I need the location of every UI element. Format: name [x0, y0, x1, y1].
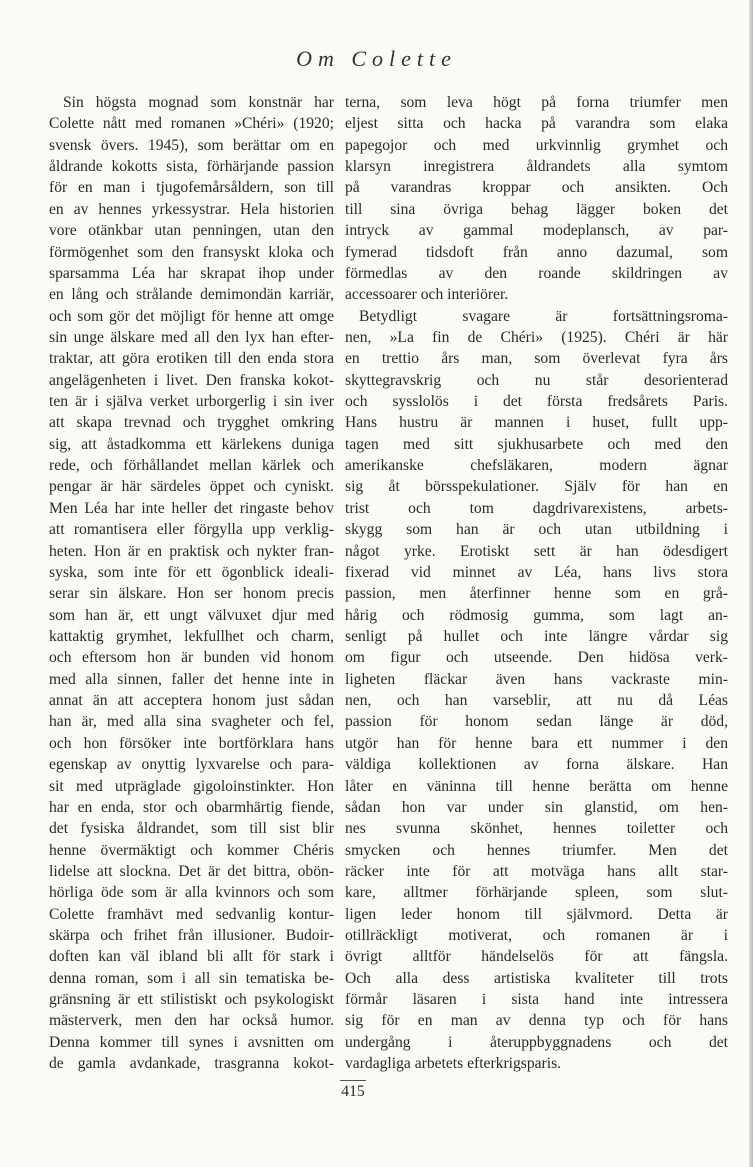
- text-line: han är, med alla sina svagheter och fel,: [49, 713, 334, 731]
- text-line: Och alla dess artistiska kvaliteter till trots: [345, 969, 728, 987]
- text-line: förmår läsaren i sista hand inte intressera: [345, 991, 728, 1009]
- text-line: gränsning är ett stilistiskt och psykologiskt: [49, 991, 334, 1009]
- text-line: Colette framhävt med sedvanlig kontur-: [49, 905, 334, 923]
- text-line: en av hennes yrkessystrar. Hela historien: [49, 200, 334, 218]
- text-line: ligen leder honom till självmord. Detta är: [345, 905, 728, 923]
- left-column: [49, 92, 334, 1075]
- text-line: sådan hon var under sin glanstid, om hen-: [345, 798, 728, 816]
- text-line: för en man i tjugofemårsåldern, son till: [49, 179, 334, 197]
- text-line: papegojor och med urkvinnlig grymhet och: [345, 136, 728, 154]
- text-line: hårig och rödmosig gumma, som lagt an-: [345, 606, 728, 624]
- text-line: skyttegravskrig och nu står desorienterad: [345, 371, 728, 389]
- text-line: traktar, att göra erotiken till den enda stora: [49, 350, 334, 368]
- text-line: låter en väninna till henne berätta om henne: [345, 777, 728, 795]
- text-line: doften kan väl ibland bli allt för stark i: [49, 948, 334, 966]
- text-line: smycken och hennes triumfer. Men det: [345, 841, 728, 859]
- text-line: Hans hustru är mannen i huset, fullt upp-: [345, 414, 728, 432]
- page-number-rule: [340, 1080, 366, 1081]
- text-line: trist och tom dagdrivarexistens, arbets-: [345, 499, 728, 517]
- text-line: nen, »La fin de Chéri» (1925). Chéri är här: [345, 328, 728, 346]
- text-line: undergång i återuppbyggnadens och det: [345, 1033, 728, 1051]
- text-line: skygg som han är och utan utbildning i: [345, 521, 728, 539]
- text-line: och hon försöker inte bortförklara hans: [49, 734, 334, 752]
- running-header-title: Om Colette: [296, 46, 457, 71]
- text-line: kare, alltmer förhärjande spleen, som slut-: [345, 884, 728, 902]
- text-line: att skapa trevnad och trygghet omkring: [49, 414, 334, 432]
- text-line: och eftersom hon är bunden vid honom: [49, 649, 334, 667]
- text-line: Betydligt svagare är fortsättningsroma-: [359, 307, 728, 325]
- text-line: klarsyn inregistrera åldrandets alla symtom: [345, 158, 728, 176]
- text-line: det fysiska åldrandet, som till sist blir: [49, 820, 334, 838]
- text-line: lidelse att slockna. Det är det bittra, obön-: [49, 862, 334, 880]
- text-line: till sina övriga behag lägger boken det: [345, 200, 728, 218]
- text-line: övrigt alltför händelselös för att fängsla.: [345, 948, 728, 966]
- text-line: att romantisera eller förgylla upp verklig-: [49, 521, 334, 539]
- text-line: ligheten fläckar även hans vackraste min-: [345, 670, 728, 688]
- text-line: annat än att acceptera honom just sådan: [49, 692, 334, 710]
- text-line: nen, och han varseblir, att nu då Léas: [345, 692, 728, 710]
- text-line: terna, som leva högt på forna triumfer men: [345, 94, 728, 111]
- text-line: en trettio års man, som överlevat fyra års: [345, 350, 728, 368]
- text-line: heten. Hon är en praktisk och nykter fran-: [49, 542, 334, 560]
- page-number: 415: [341, 1083, 365, 1100]
- text-line: som han är, ett ungt välvuxet djur med: [49, 606, 334, 624]
- text-line: intryck av gammal modeplansch, av par-: [345, 222, 728, 240]
- text-line: sig åt börsspekulationer. Själv för han en: [345, 478, 728, 496]
- text-line: Denna kommer till synes i avsnitten om: [49, 1033, 334, 1051]
- text-line: och som gör det möjligt för henne att omge: [49, 307, 334, 325]
- text-line: accessoarer och interiörer.: [345, 286, 509, 304]
- text-line: vore otänkbar utan penningen, utan den: [49, 222, 334, 240]
- page-edge-shadow: [749, 0, 753, 1167]
- text-line: skärpa och frihet från illusioner. Budoir-: [49, 927, 334, 945]
- text-line: amerikanske chefsläkaren, modern ägnar: [345, 457, 728, 475]
- text-line: förmögenhet som den fransyskt kloka och: [49, 243, 334, 261]
- text-line: sig, att åstadkomma ett kärlekens duniga: [49, 435, 334, 453]
- text-line: angelägenheten i livet. Den franska kokot-: [49, 371, 334, 389]
- text-line: otillräckligt motiverat, och romanen är i: [345, 927, 728, 945]
- text-line: vardagliga arbetets efterkrigsparis.: [345, 1055, 562, 1073]
- text-line: rede, och förhållandet mellan kärlek och: [49, 457, 334, 475]
- text-line: sig för en man av denna typ och för hans: [345, 1012, 728, 1030]
- text-line: svensk övers. 1945), som berättar om en: [49, 136, 334, 154]
- text-line: en lång och strålande demimondän karriär,: [49, 286, 334, 304]
- text-line: på varandras kroppar och ansikten. Och: [345, 179, 728, 197]
- text-line: med alla sinnen, faller det henne inte in: [49, 670, 334, 688]
- text-line: räcker inte för att motväga hans allt star-: [345, 862, 728, 880]
- text-line: egenskap av onyttig lyxvarelse och para-: [49, 756, 334, 774]
- text-line: sparsamma Léa har skrapat ihop under: [49, 264, 334, 282]
- text-line: mästerverk, men den har också humor.: [49, 1012, 334, 1030]
- text-line: syska, som inte för ett ögonblick ideali-: [49, 563, 334, 581]
- text-line: har en enda, stor och obarmhärtig fiende,: [49, 798, 334, 816]
- text-line: senligt på hullet och inte längre vårdar sig: [345, 627, 728, 645]
- text-line: passion för honom sedan länge är död,: [345, 713, 728, 731]
- text-line: om figur och utseende. Den hidösa verk-: [345, 649, 728, 667]
- text-line: tagen med sitt sjukhusarbete och med den: [345, 435, 728, 453]
- text-line: denna roman, som i all sin tematiska be-: [49, 969, 334, 987]
- text-line: passion, men återfinner henne som en grå-: [345, 585, 728, 603]
- text-line: kattaktig grymhet, lekfullhet och charm,: [49, 627, 334, 645]
- text-line: sit med utpräglade gigoloinstinkter. Hon: [49, 777, 334, 795]
- text-line: utgör han för henne bara ett nummer i den: [345, 734, 728, 752]
- text-line: något yrke. Erotiskt sett är han ödesdigert: [345, 542, 728, 560]
- right-column: [345, 92, 728, 1075]
- text-line: Colette nått med romanen »Chéri» (1920;: [49, 115, 334, 133]
- text-line: väldiga kollektionen av forna älskare. Han: [345, 756, 728, 774]
- text-line: hörliga öde som är alla kvinnors och som: [49, 884, 334, 902]
- text-line: henne övermäktigt och kommer Chéris: [49, 841, 334, 859]
- text-line: ten är i själva verket urborgerlig i sin iver: [49, 393, 334, 411]
- text-line: fixerad vid minnet av Léa, hans livs stora: [345, 563, 728, 581]
- text-line: förmedlas av den roande skildringen av: [345, 264, 728, 282]
- text-line: de gamla avdankade, trasgranna kokot-: [49, 1055, 334, 1073]
- text-line: nes svunna skönhet, hennes toiletter och: [345, 820, 728, 838]
- text-line: serar sin älskare. Hon ser honom precis: [49, 585, 334, 603]
- text-line: Men Léa har inte heller det ringaste behov: [49, 499, 334, 517]
- text-line: och sysslolös i det första fredsårets Paris.: [345, 393, 728, 411]
- text-line: pengar är här särdeles öppet och cyniskt.: [49, 478, 334, 496]
- text-line: sin unge älskare med all den lyx han efter-: [49, 328, 334, 346]
- text-line: eljest sitta och hacka på varandra som elaka: [345, 115, 728, 133]
- text-line: åldrande kokotts sista, förhärjande passion: [49, 158, 334, 176]
- text-line: Sin högsta mognad som konstnär har: [63, 94, 334, 111]
- text-line: fymerad tidsdoft från anno dazumal, som: [345, 243, 728, 261]
